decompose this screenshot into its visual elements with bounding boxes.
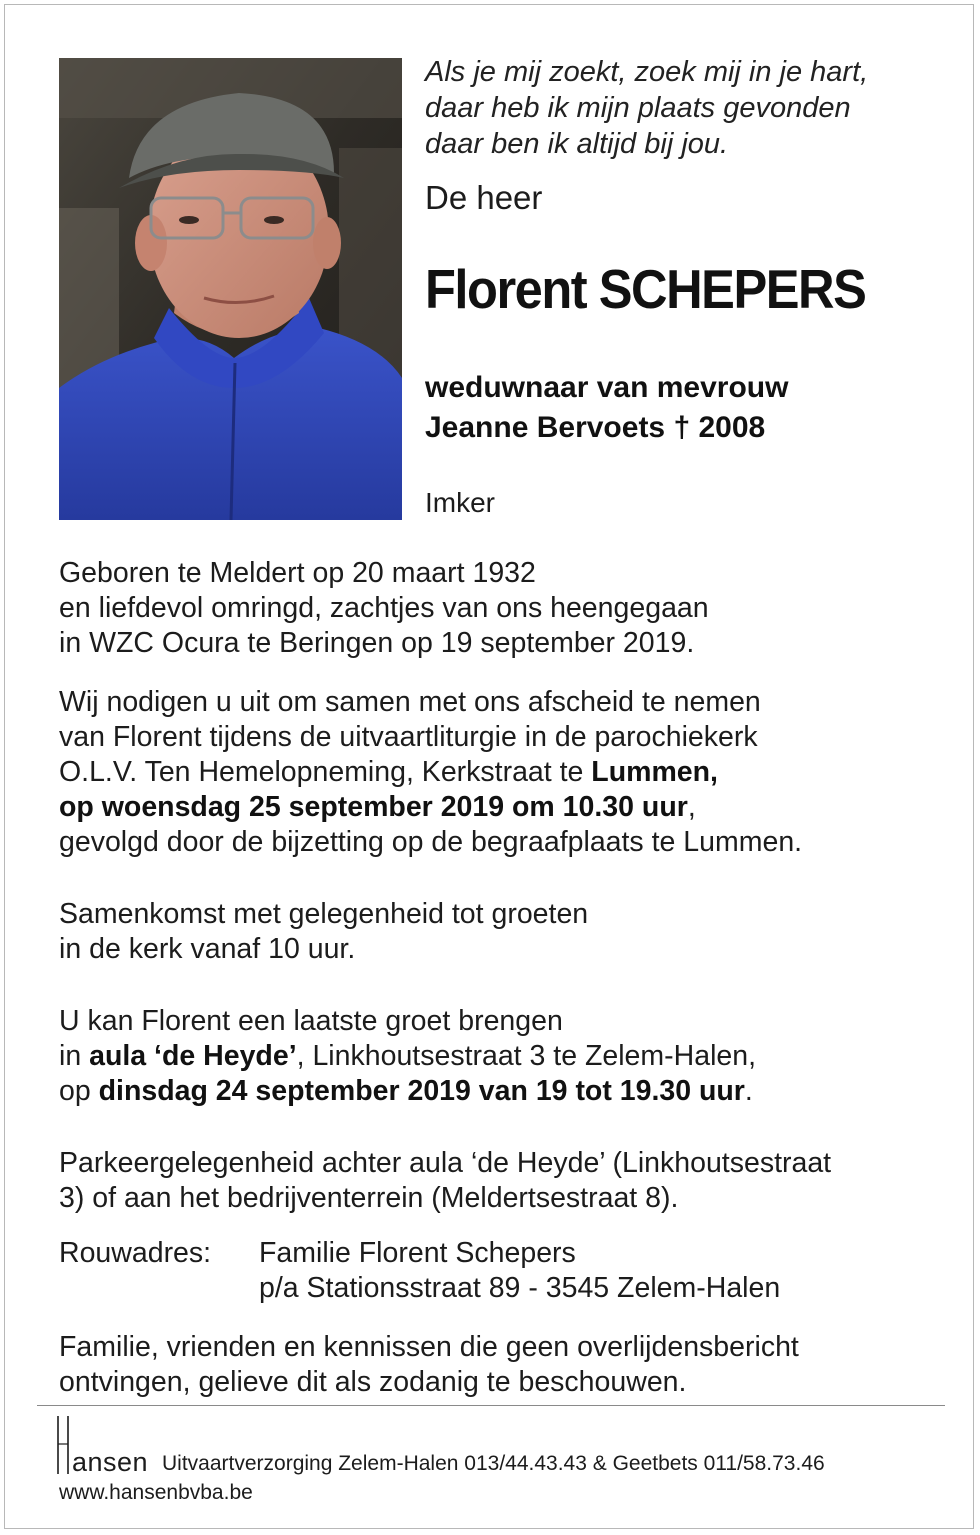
mourning-address-label: Rouwadres: <box>59 1237 212 1269</box>
mourning-address <box>259 1236 780 1306</box>
hansen-logo-word: ansen <box>72 1447 149 1477</box>
visitation-place: aula ‘de Heyde’ <box>89 1040 297 1072</box>
memorial-poem <box>425 54 945 162</box>
text-line <box>59 1039 949 1074</box>
text-line: Parkeergelegenheid achter aula ‘de Heyde’ (Linkhoutsestraat <box>59 1147 832 1179</box>
funeral-home-details: Uitvaartverzorging Zelem-Halen 013/44.43.43 & Geetbets 011/58.73.46 <box>162 1452 825 1475</box>
portrait-illustration <box>59 58 402 520</box>
text-run: . <box>744 1075 753 1107</box>
widow-line: weduwnaar van mevrouw <box>425 371 789 404</box>
widow-note <box>425 368 788 448</box>
text-line: Familie, vrienden en kennissen die geen overlijdensbericht <box>59 1331 799 1363</box>
poem-line: daar heb ik mijn plaats gevonden <box>425 92 851 124</box>
funeral-datetime: op woensdag 25 september 2019 om 10.30 uur <box>59 791 688 823</box>
text-run: op <box>59 1075 99 1107</box>
occupation: Imker <box>425 487 495 518</box>
funeral-place: Lummen, <box>591 756 718 788</box>
text-line: gevolgd door de bijzetting op de begraafplaats te Lummen. <box>59 826 803 858</box>
portrait-photo <box>59 58 402 520</box>
footer-divider <box>37 1405 945 1406</box>
birth-death-paragraph <box>59 556 949 661</box>
title-prefix: De heer <box>425 179 543 216</box>
visitation-paragraph <box>59 1004 949 1109</box>
text-line: en liefdevol omringd, zachtjes van ons heengegaan <box>59 592 709 624</box>
visitation-datetime: dinsdag 24 september 2019 van 19 tot 19.30 uur <box>98 1075 745 1107</box>
funeral-paragraph <box>59 685 949 860</box>
text-line: Samenkomst met gelegenheid tot groeten <box>59 898 589 930</box>
text-line: in de kerk vanaf 10 uur. <box>59 933 356 965</box>
text-run: , Linkhoutsestraat 3 te Zelem-Halen, <box>296 1040 757 1072</box>
widow-line: Jeanne Bervoets † 2008 <box>425 411 766 444</box>
text-line: ontvingen, gelieve dit als zodanig te beschouwen. <box>59 1366 687 1398</box>
closing-paragraph <box>59 1330 949 1400</box>
address-line: Familie Florent Schepers <box>259 1237 576 1269</box>
text-run: , <box>687 791 696 823</box>
text-line: U kan Florent een laatste groet brengen <box>59 1005 563 1037</box>
text-line: Geboren te Meldert op 20 maart 1932 <box>59 557 536 589</box>
parking-paragraph <box>59 1146 949 1216</box>
text-line: in WZC Ocura te Beringen op 19 september 2019. <box>59 627 695 659</box>
gathering-paragraph <box>59 897 949 967</box>
text-run: O.L.V. Ten Hemelopneming, Kerkstraat te <box>59 756 592 788</box>
text-line: Wij nodigen u uit om samen met ons afscheid te nemen <box>59 686 761 718</box>
funeral-home-website: www.hansenbvba.be <box>59 1481 253 1504</box>
hansen-logo-icon <box>55 1414 71 1476</box>
text-line: van Florent tijdens de uitvaartliturgie in de parochiekerk <box>59 721 758 753</box>
text-line: 3) of aan het bedrijventerrein (Meldertsestraat 8). <box>59 1182 679 1214</box>
poem-line: daar ben ik altijd bij jou. <box>425 128 729 160</box>
poem-line: Als je mij zoekt, zoek mij in je hart, <box>425 56 869 88</box>
text-line <box>59 1074 949 1109</box>
text-line <box>59 755 949 790</box>
address-line: p/a Stationsstraat 89 - 3545 Zelem-Halen <box>259 1272 781 1304</box>
text-run: in <box>59 1040 90 1072</box>
deceased-name: Florent SCHEPERS <box>425 258 866 320</box>
text-line <box>59 790 949 825</box>
